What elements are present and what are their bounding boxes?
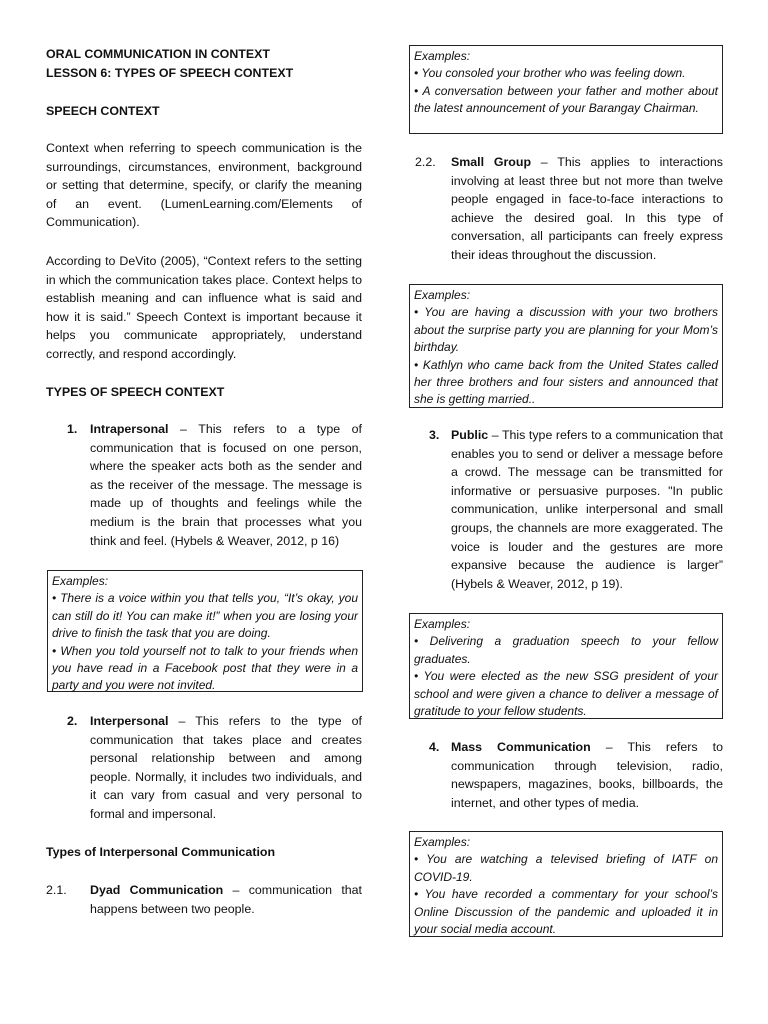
item-number: 1. bbox=[67, 422, 78, 436]
description: – This type refers to a communication that enables you to send or deliver a message before a crowd. The message can be transmitted for informative or persuasive purposes. "In public communication, unlike interpersonal and small groups, the channels are more exaggerated. The voice is louder and the gestures are more expansive because the audience is larger” (Hybels & Weaver, 2012, p 19). bbox=[451, 428, 723, 591]
example: • There is a voice within you that tells you, “It’s okay, you can still do it! You can make it!” when you are losing your drive to finish the task that you are doing. bbox=[52, 591, 358, 641]
examples-label: Examples: bbox=[414, 835, 471, 849]
example: • You are having a discussion with your two brothers about the surprise party you are planning for your Mom’s birthday. bbox=[414, 305, 718, 355]
description: – This refers to communication through television, radio, newspapers, magazines, books, billboards, the internet, and other types of media. bbox=[451, 740, 724, 810]
interpersonal-types-subheading: Types of Interpersonal Communication bbox=[46, 845, 276, 859]
interpersonal-text bbox=[90, 712, 362, 824]
item-number: 3. bbox=[429, 428, 440, 442]
term: Intrapersonal bbox=[90, 422, 169, 436]
examples-label: Examples: bbox=[52, 574, 109, 588]
term: Public bbox=[451, 428, 489, 442]
item-number: 4. bbox=[429, 740, 440, 754]
devito-paragraph: According to DeVito (2005), “Context refers to the setting in which the communication takes place. Context helps to establish meaning and can influence what is said and how it is said.” Speech Context is important because it helps you communicate appropriately, understand correctly, and respond accordingly. bbox=[46, 254, 362, 361]
example: • You have recorded a commentary for your school’s Online Discussion of the pandemic and uploaded it in your social media account. bbox=[414, 887, 718, 937]
dyad-text bbox=[90, 881, 362, 918]
mass-communication-text bbox=[451, 738, 723, 812]
examples-label: Examples: bbox=[414, 617, 471, 631]
intrapersonal-examples-box bbox=[47, 570, 363, 692]
example: • A conversation between your father and mother about the latest announcement of your Barangay Chairman. bbox=[414, 83, 718, 116]
lesson-title: LESSON 6: TYPES OF SPEECH CONTEXT bbox=[46, 66, 294, 80]
public-text bbox=[451, 426, 723, 593]
examples-label: Examples: bbox=[414, 49, 471, 63]
speech-context-heading: SPEECH CONTEXT bbox=[46, 104, 160, 118]
example: • Kathlyn who came back from the United States called her three brothers and four sisters and announced that she is getting married.. bbox=[414, 357, 718, 407]
example: • When you told yourself not to talk to your friends when you have read in a Facebook post that they were in a party and you were not invited. bbox=[52, 643, 358, 693]
public-examples-box bbox=[409, 613, 723, 719]
term: Mass Communication bbox=[451, 740, 591, 754]
small-group-examples-box bbox=[409, 284, 723, 408]
description: – This applies to interactions involving at least three but not more than twelve people engaged in face-to-face interactions to achieve the desired goal. In this type of conversation, all participants can freely express their ideas throughout the discussion. bbox=[451, 155, 723, 262]
course-title: ORAL COMMUNICATION IN CONTEXT bbox=[46, 47, 270, 61]
description: – This refers to a type of communication that is focused on one person, where the speaker acts both as the sender and as the receiver of the message. The message is made up of thoughts and feelings while the medium is the brain that processes what you think and feel. (Hybels & Weaver, 2012, p 16) bbox=[90, 422, 362, 548]
intrapersonal-text bbox=[90, 420, 362, 550]
example: • You were elected as the new SSG president of your school and were given a chance to deliver a message of gratitude to your fellow students. bbox=[414, 669, 718, 719]
term: Small Group bbox=[451, 155, 532, 169]
item-number: 2.2. bbox=[415, 155, 436, 169]
example: • You consoled your brother who was feeling down. bbox=[414, 66, 686, 81]
item-number: 2.1. bbox=[46, 883, 67, 897]
example: • Delivering a graduation speech to your fellow graduates. bbox=[414, 634, 718, 666]
mass-communication-examples-box bbox=[409, 831, 723, 937]
term: Dyad Communication bbox=[90, 883, 224, 897]
small-group-text bbox=[451, 153, 723, 265]
item-number: 2. bbox=[67, 714, 78, 728]
types-heading: TYPES OF SPEECH CONTEXT bbox=[46, 385, 225, 399]
term: Interpersonal bbox=[90, 714, 169, 728]
examples-label: Examples: bbox=[414, 288, 471, 302]
description: – communication that happens between two people. bbox=[90, 883, 362, 916]
description: – This refers to the type of communication that takes place and creates personal relationship between and among people. Normally, it includes two individuals, and it can vary from casual and very personal to formal and impersonal. bbox=[90, 714, 362, 821]
dyad-examples-box bbox=[409, 45, 723, 134]
example: • You are watching a televised briefing of IATF on COVID-19. bbox=[414, 852, 718, 884]
speech-context-definition: Context when referring to speech communication is the surroundings, circumstances, environment, background or setting that determine, specify, or clarify the meaning of an event. (LumenLearning.com/Elements of Communication). bbox=[46, 141, 362, 230]
